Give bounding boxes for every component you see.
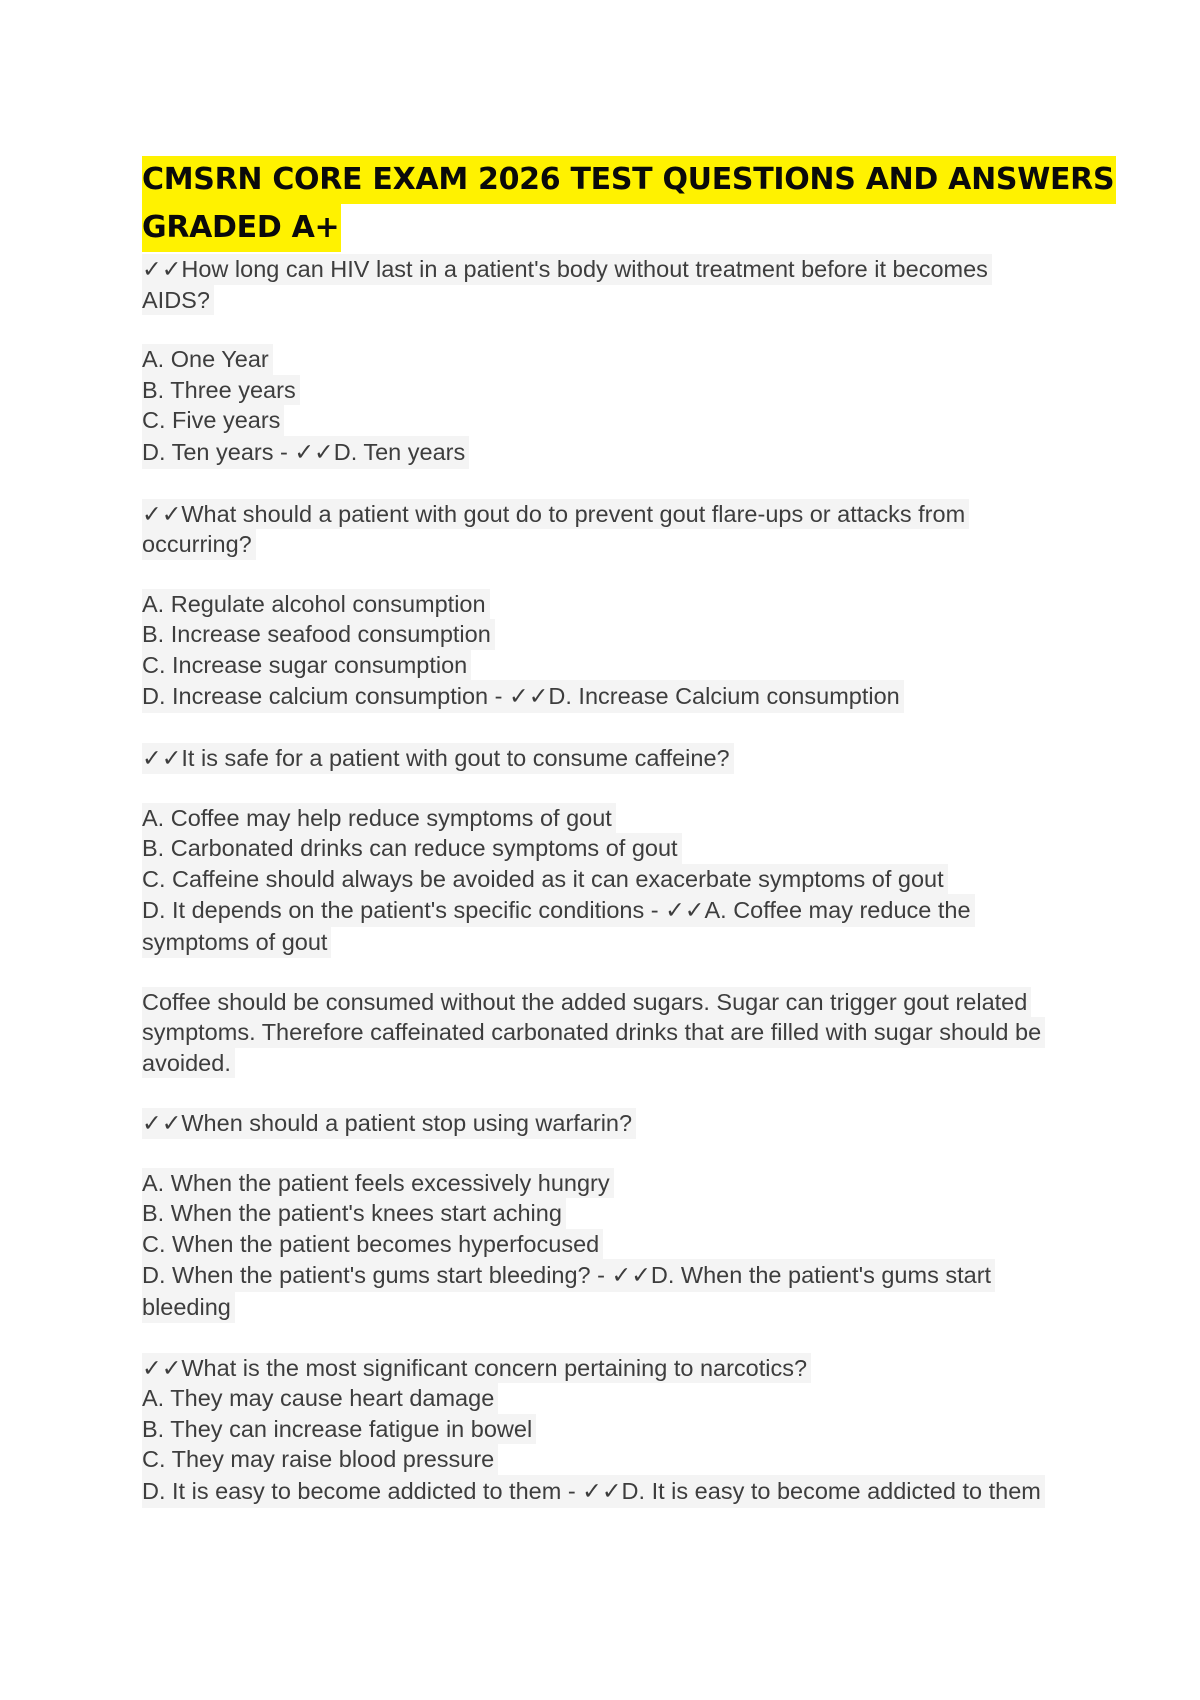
option-a: A. They may cause heart damage: [142, 1383, 1072, 1414]
question-block-3: [142, 743, 1072, 1078]
option-d-with-answer: D. Increase calcium consumption - ✓✓D. Increase Calcium consumption: [142, 680, 1072, 713]
question-line: ✓✓When should a patient stop using warfarin?: [142, 1108, 636, 1139]
option-b: B. Three years: [142, 375, 1072, 406]
option-d-with-answer: D. Ten years - ✓✓D. Ten years: [142, 436, 1072, 469]
document-page: [142, 156, 1115, 1508]
document-title: [142, 156, 1115, 252]
question-text: [142, 1108, 1072, 1139]
option-c: C. Caffeine should always be avoided as it can exacerbate symptoms of gout: [142, 864, 1072, 895]
question-line: ✓✓What is the most significant concern pertaining to narcotics?: [142, 1353, 811, 1384]
question-block-5: [142, 1353, 1072, 1508]
option-b: B. Increase seafood consumption: [142, 619, 1072, 650]
title-line-1: CMSRN CORE EXAM 2026 TEST QUESTIONS AND ANSWERS: [142, 156, 1116, 204]
question-line: AIDS?: [142, 285, 214, 316]
question-line: ✓✓It is safe for a patient with gout to consume caffeine?: [142, 743, 734, 774]
answer-continuation: symptoms of gout: [142, 927, 1072, 958]
option-d-with-answer: D. It is easy to become addicted to them - ✓✓D. It is easy to become addicted to them: [142, 1475, 1072, 1508]
question-block-1: [142, 254, 1072, 469]
explanation-line: symptoms. Therefore caffeinated carbonated drinks that are filled with sugar should be: [142, 1017, 1072, 1048]
option-c: C. Increase sugar consumption: [142, 650, 1072, 681]
question-text: [142, 499, 1072, 530]
option-d-with-answer: D. It depends on the patient's specific conditions - ✓✓A. Coffee may reduce the: [142, 894, 1072, 927]
explanation: [142, 987, 1072, 1079]
question-text: [142, 1353, 1072, 1384]
question-text: [142, 254, 1072, 285]
option-c: C. Five years: [142, 405, 1072, 436]
question-block-2: [142, 499, 1072, 714]
explanation-line: avoided.: [142, 1048, 1072, 1079]
question-text: [142, 529, 1072, 560]
explanation-line: Coffee should be consumed without the added sugars. Sugar can trigger gout related: [142, 987, 1072, 1018]
option-c: C. They may raise blood pressure: [142, 1444, 1072, 1475]
title-line-2: GRADED A+: [142, 204, 341, 252]
option-c: C. When the patient becomes hyperfocused: [142, 1229, 1072, 1260]
option-a: A. One Year: [142, 344, 1072, 375]
question-line: ✓✓How long can HIV last in a patient's body without treatment before it becomes: [142, 254, 992, 285]
option-d-with-answer: D. When the patient's gums start bleeding? - ✓✓D. When the patient's gums start: [142, 1259, 1072, 1292]
question-line: occurring?: [142, 529, 256, 560]
question-text: [142, 743, 1072, 774]
option-b: B. When the patient's knees start aching: [142, 1198, 1072, 1229]
question-line: ✓✓What should a patient with gout do to prevent gout flare-ups or attacks from: [142, 499, 969, 530]
question-block-4: [142, 1108, 1072, 1323]
answer-continuation: bleeding: [142, 1292, 1072, 1323]
option-a: A. Regulate alcohol consumption: [142, 589, 1072, 620]
option-a: A. Coffee may help reduce symptoms of gout: [142, 803, 1072, 834]
option-b: B. Carbonated drinks can reduce symptoms of gout: [142, 833, 1072, 864]
question-text: [142, 285, 1072, 316]
option-b: B. They can increase fatigue in bowel: [142, 1414, 1072, 1445]
option-a: A. When the patient feels excessively hungry: [142, 1168, 1072, 1199]
